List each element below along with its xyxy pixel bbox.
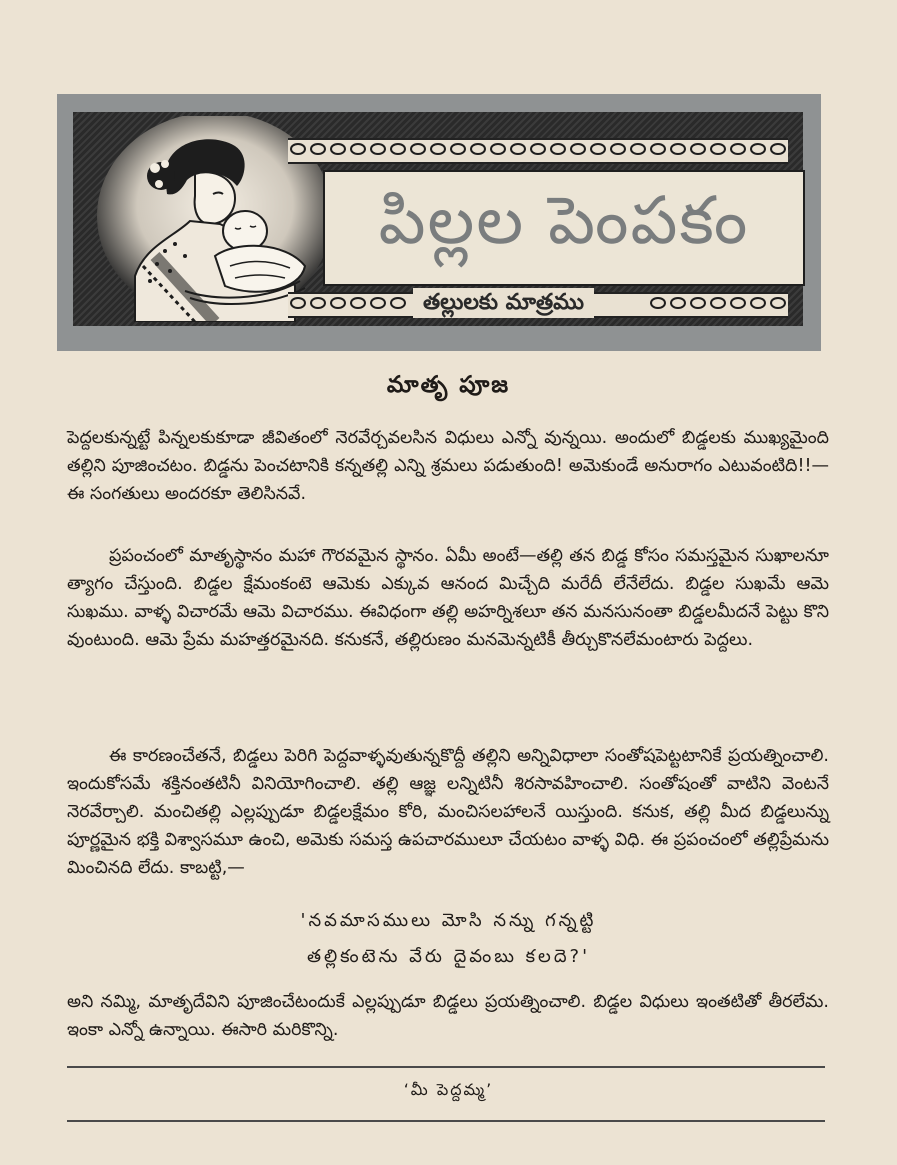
decorative-chain-border-top xyxy=(288,138,788,164)
title-panel xyxy=(323,170,805,286)
poem-line-1: 'నవమాసములు మోసి నన్ను గన్నట్టి xyxy=(300,910,597,931)
article-heading: మాతృ పూజ xyxy=(386,372,511,398)
closing-paragraph: అని నమ్మి, మాతృదేవిని పూజించేటందుకే ఎల్లప్పుడూ బిడ్డలు ప్రయత్నించాలి. బిడ్డల విధులు ఇంతటితో తీరలేమ. ఇంకా ఎన్నో ఉన్నాయి. ఈసారి మరికొన్ని. xyxy=(67,992,829,1040)
header-banner xyxy=(57,94,821,351)
banner-engraving xyxy=(73,112,803,326)
poem-line-2: తల్లికంటెను వేరు దైవంబు కలదె?' xyxy=(306,946,591,967)
page-subtitle: తల్లులకు మాత్రము xyxy=(413,288,594,318)
paragraph-1: పెద్దలకున్నట్టే పిన్నలకుకూడా జీవితంలో నెరవేర్చవలసిన విధులు ఎన్నో వున్నయి. అందులో బిడ్డలకు ముఖ్యమైంది తల్లిని పూజించటం. బిడ్డను పెంచటానికి కన్నతల్లి ఎన్ని శ్రమలు పడుతుంది! అమెకుండే అనురాగం ఎటువంటిది!!—ఈ సంగతులు అందరకూ తెలిసినవే. xyxy=(67,428,829,504)
divider-bottom xyxy=(67,1120,825,1122)
divider-top xyxy=(67,1066,825,1068)
page-title: పిల్లల పెంపకం xyxy=(378,181,750,259)
paragraph-2: ప్రపంచంలో మాతృస్థానం మహా గౌరవమైన స్థానం. ఏమీ అంటే—తల్లి తన బిడ్డ కోసం సమస్తమైన సుఖాలనూ త్యాగం చేస్తుంది. బిడ్డల క్షేమంకంటె ఆమెకు ఎక్కువ ఆనంద మిచ్చేది మరేదీ లేనేలేదు. బిడ్డల సుఖమే ఆమె సుఖము. వాళ్ళ విచారమే ఆమె విచారము. ఈవిధంగా తల్లి అహర్నిశలూ తన మనసునంతా బిడ్డలమీదనే పెట్టు కొని వుంటుంది. ఆమె ప్రేమ మహత్తరమైనది. కనుకనే, తల్లిరుణం మనమెన్నటికీ తీర్చుకొనలేమంటారు పెద్దలు. xyxy=(67,546,829,650)
author-signature: ‘మీ పెద్దమ్మ’ xyxy=(403,1080,494,1099)
paragraph-3: ఈ కారణంచేతనే, బిడ్డలు పెరిగి పెద్దవాళ్ళవుతున్నకొద్దీ తల్లిని అన్నివిధాలా సంతోషపెట్టటానికే ప్రయత్నించాలి. ఇందుకోసమే శక్తినంతటినీ వినియోగించాలి. తల్లి ఆజ్ఞ లన్నిటినీ శిరసావహించాలి. సంతోషంతో వాటిని వెంటనే నెరవేర్చాలి. మంచితల్లి ఎల్లప్పుడూ బిడ్డలక్షేమం కోరి, మంచిసలహాలనే యిస్తుంది. కనుక, తల్లి మీద బిడ్డలున్ను పూర్ణమైన భక్తి విశ్వాసమూ ఉంచి, అమెకు సమస్త ఉపచారములూ చేయటం వాళ్ళ విధి. ఈ ప్రపంచంలో తల్లిప్రేమను మించినది లేదు. కాబట్టి,— xyxy=(67,746,829,878)
